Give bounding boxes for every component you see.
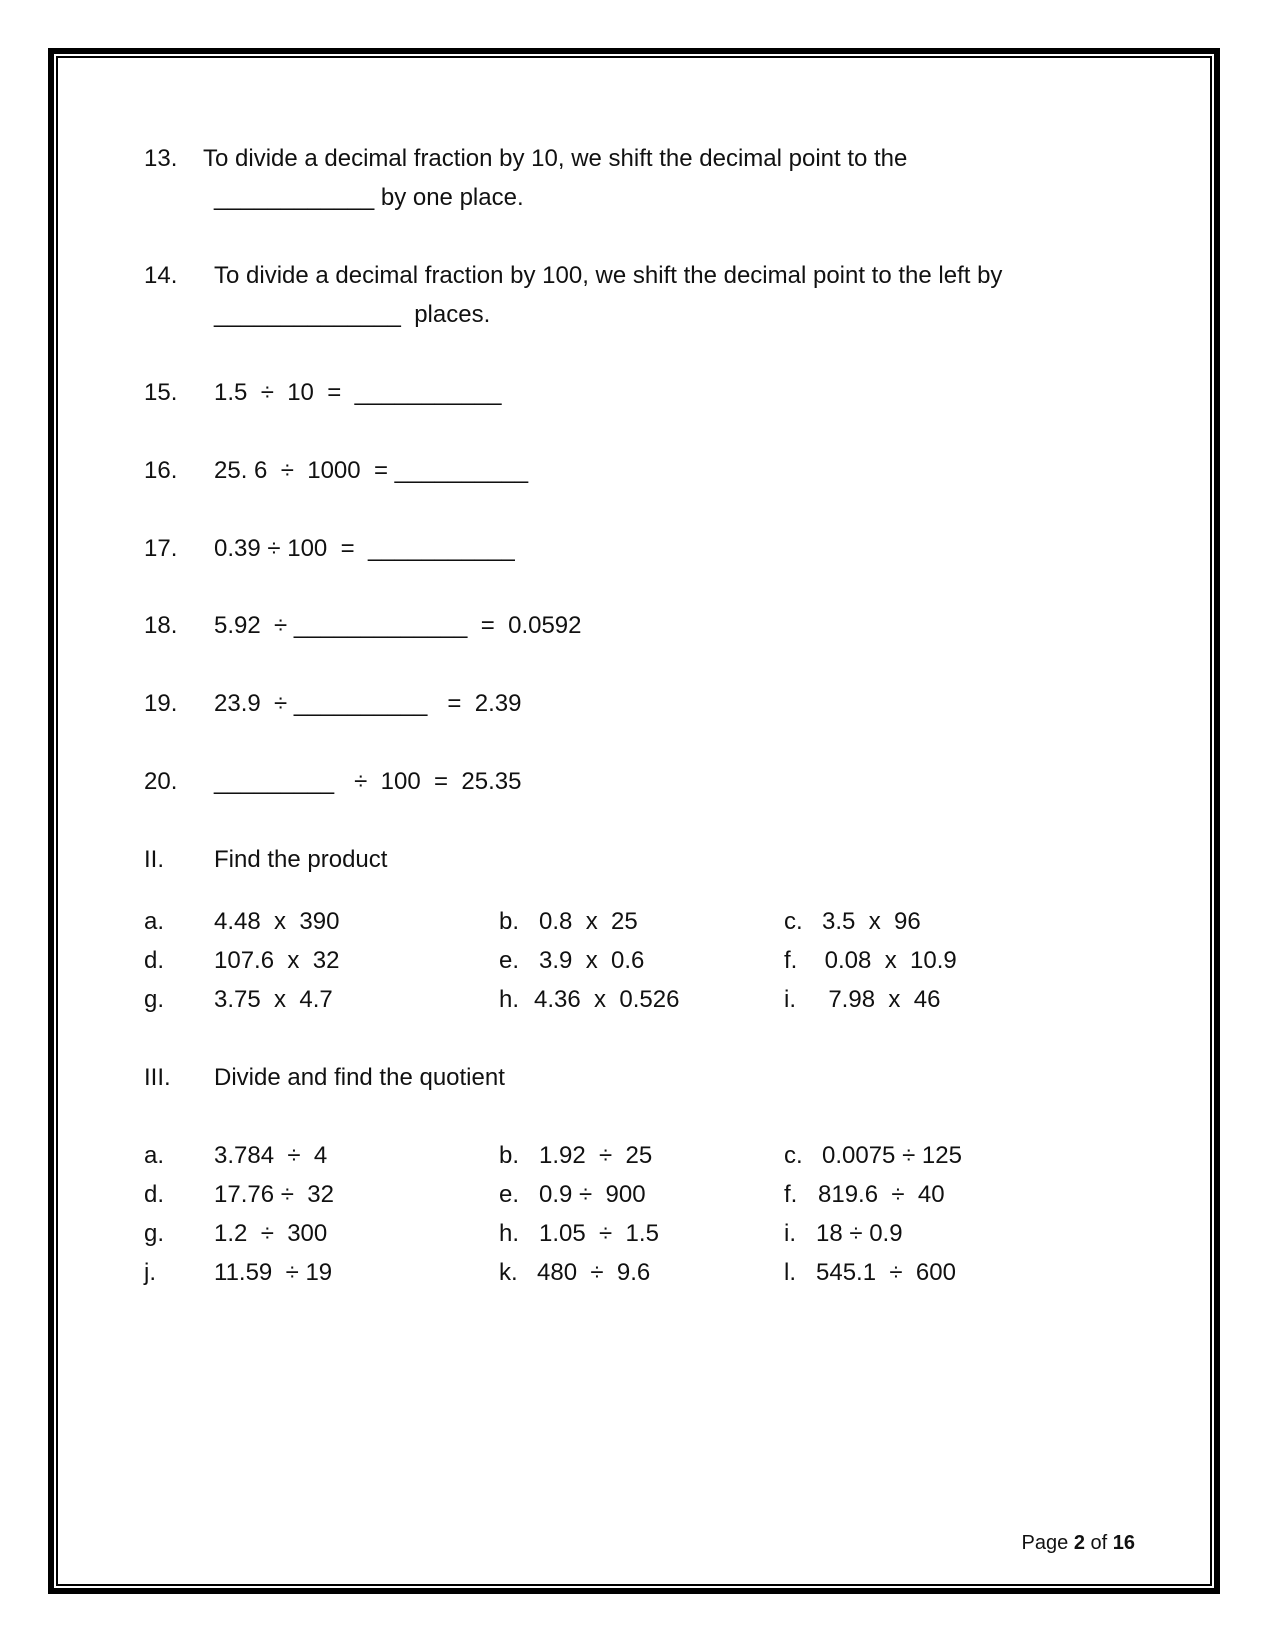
question-text: 0.39 ÷ 100 = ___________ — [214, 535, 515, 562]
item-letter: l. — [784, 1259, 796, 1286]
item-expression: 0.08 x 10.9 — [818, 947, 957, 974]
item-expression: 17.76 ÷ 32 — [214, 1181, 334, 1208]
item-expression: 4.36 x 0.526 — [534, 986, 680, 1013]
item-expression: 3.9 x 0.6 — [539, 947, 645, 974]
item-letter: f. — [784, 947, 798, 974]
section-title: Find the product — [214, 846, 388, 873]
item-letter: b. — [499, 908, 520, 935]
item-letter: h. — [499, 1220, 520, 1247]
question-text-line1: To divide a decimal fraction by 100, we shift the decimal point to the left by — [214, 262, 1003, 289]
item-letter: c. — [784, 1142, 803, 1169]
item-expression: 1.2 ÷ 300 — [214, 1220, 328, 1247]
question-number: 17. — [144, 535, 178, 562]
item-expression: 11.59 ÷ 19 — [214, 1259, 333, 1286]
question-text: 23.9 ÷ __________ = 2.39 — [214, 690, 522, 717]
page-number-footer — [1022, 1532, 1135, 1555]
question-number: 14. — [144, 262, 178, 289]
question-text-line2: ______________ places. — [214, 301, 491, 328]
item-letter: d. — [144, 947, 165, 974]
section-title: Divide and find the quotient — [214, 1064, 505, 1091]
question-number: 15. — [144, 379, 178, 406]
item-expression: 3.784 ÷ 4 — [214, 1142, 328, 1169]
of-word: of — [1090, 1532, 1108, 1554]
question-text: 5.92 ÷ _____________ = 0.0592 — [214, 612, 582, 639]
item-expression: 3.5 x 96 — [822, 908, 921, 935]
item-letter: d. — [144, 1181, 165, 1208]
item-letter: a. — [144, 908, 165, 935]
item-expression: 545.1 ÷ 600 — [816, 1259, 956, 1286]
question-text: 1.5 ÷ 10 = ___________ — [214, 379, 502, 406]
item-expression: 819.6 ÷ 40 — [818, 1181, 945, 1208]
item-expression: 18 ÷ 0.9 — [816, 1220, 903, 1247]
item-expression: 3.75 x 4.7 — [214, 986, 333, 1013]
item-expression: 1.05 ÷ 1.5 — [539, 1220, 659, 1247]
item-expression: 7.98 x 46 — [815, 986, 941, 1013]
current-page: 2 — [1073, 1532, 1085, 1554]
item-expression: 107.6 x 32 — [214, 947, 340, 974]
question-number: 20. — [144, 768, 178, 795]
item-expression: 0.0075 ÷ 125 — [822, 1142, 962, 1169]
question-text-line1: To divide a decimal fraction by 10, we shift the decimal point to the — [203, 145, 908, 172]
item-letter: i. — [784, 1220, 796, 1247]
question-number: 18. — [144, 612, 178, 639]
item-letter: g. — [144, 1220, 165, 1247]
item-letter: h. — [499, 986, 520, 1013]
item-letter: k. — [499, 1259, 518, 1286]
item-expression: 0.9 ÷ 900 — [539, 1181, 646, 1208]
item-expression: 1.92 ÷ 25 — [539, 1142, 653, 1169]
item-letter: b. — [499, 1142, 520, 1169]
question-text: 25. 6 ÷ 1000 = __________ — [214, 457, 529, 484]
question-text: _________ ÷ 100 = 25.35 — [214, 768, 522, 795]
item-letter: j. — [144, 1259, 156, 1286]
item-letter: f. — [784, 1181, 798, 1208]
section-number: II. — [144, 846, 165, 873]
section-number: III. — [144, 1064, 171, 1091]
page-word: Page — [1021, 1532, 1069, 1554]
item-letter: g. — [144, 986, 165, 1013]
item-letter: e. — [499, 1181, 520, 1208]
question-text-line2: ____________ by one place. — [214, 184, 524, 211]
question-number: 13. — [144, 145, 178, 172]
question-number: 16. — [144, 457, 178, 484]
item-letter: c. — [784, 908, 803, 935]
question-number: 19. — [144, 690, 178, 717]
item-expression: 4.48 x 390 — [214, 908, 340, 935]
item-expression: 480 ÷ 9.6 — [537, 1259, 651, 1286]
total-pages: 16 — [1112, 1532, 1135, 1554]
item-expression: 0.8 x 25 — [539, 908, 638, 935]
item-letter: e. — [499, 947, 520, 974]
item-letter: i. — [784, 986, 796, 1013]
item-letter: a. — [144, 1142, 165, 1169]
